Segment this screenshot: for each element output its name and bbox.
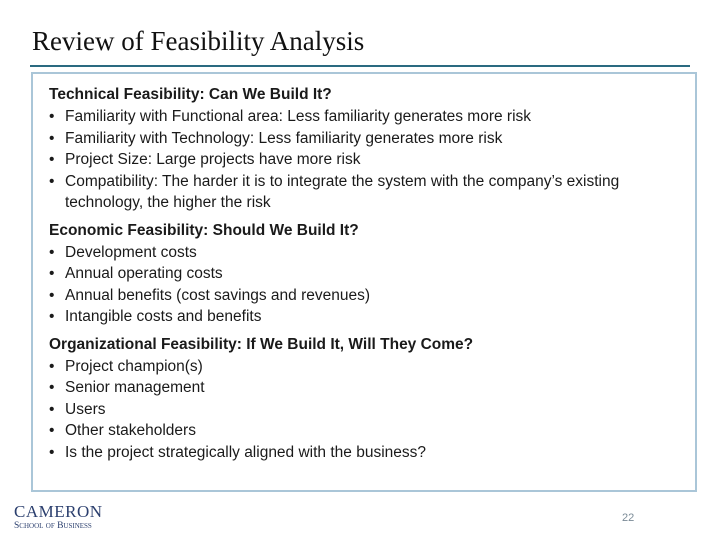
bullet-item: • Familiarity with Technology: Less familiarity generates more risk [49,128,679,150]
section-economic-feasibility [49,220,679,328]
bullet-item: • Annual operating costs [49,263,679,285]
bullet-item: • Compatibility: The harder it is to integrate the system with the company’s existing technology, the higher the risk [49,171,679,214]
bullet-item: • Intangible costs and benefits [49,306,679,328]
section-heading: Technical Feasibility: Can We Build It? [49,86,332,103]
section-heading: Organizational Feasibility: If We Build It, Will They Come? [49,335,474,353]
content-box [31,72,697,492]
bullet-item: • Is the project strategically aligned with the business? [49,442,679,464]
bullet-item: • Users [49,399,679,421]
bullet-item: • Development costs [49,242,679,264]
slide-title: Review of Feasibility Analysis [32,26,365,56]
logo-subtitle: School of Business [14,521,92,531]
bullet-item: • Annual benefits (cost savings and revenues) [49,285,679,307]
bullet-list [49,356,679,464]
bullet-item: • Familiarity with Functional area: Less familiarity generates more risk [49,106,679,128]
section-heading: Economic Feasibility: Should We Build It? [49,221,359,239]
bullet-list [49,106,679,214]
bullet-item: • Other stakeholders [49,420,679,442]
logo-wordmark: CAMERON [14,502,103,521]
bullet-item: • Project Size: Large projects have more risk [49,149,679,171]
bullet-item: • Project champion(s) [49,356,679,378]
school-logo [14,503,103,532]
title-divider [30,65,690,67]
bullet-item: • Senior management [49,377,679,399]
bullet-list [49,242,679,328]
page-number: 22 [622,512,635,524]
section-technical-feasibility [49,84,679,214]
section-organizational-feasibility [49,334,679,464]
